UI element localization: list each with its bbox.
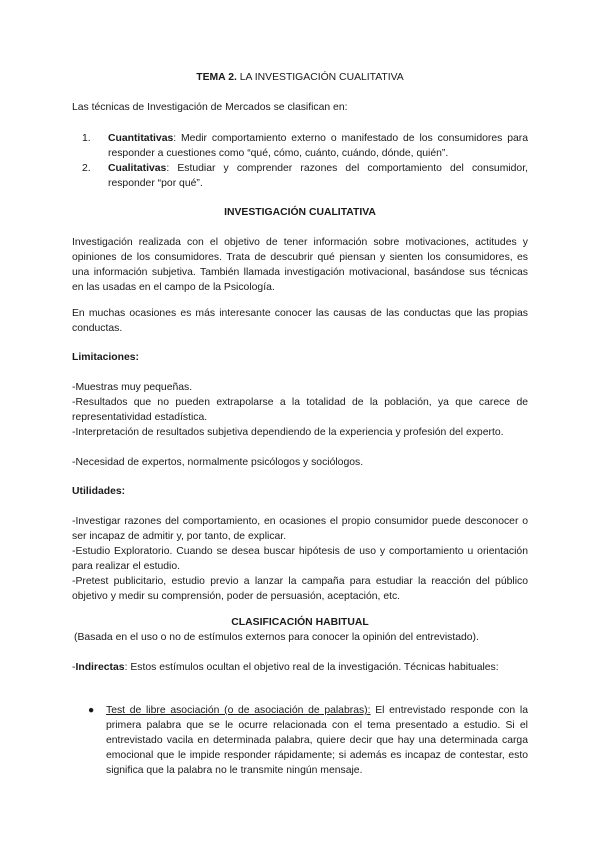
classification-subtitle: (Basada en el uso o no de estímulos externos para conocer la opinión del entrevistado). <box>74 632 479 643</box>
section-heading-classification: CLASIFICACIÓN HABITUAL <box>231 617 369 628</box>
limitation-item: -Muestras muy pequeñas. <box>72 382 193 393</box>
limitations-heading: Limitaciones: <box>72 352 139 363</box>
list-term: Cualitativas <box>108 163 167 174</box>
indirect-paragraph <box>72 660 528 675</box>
use-item: -Investigar razones del comportamiento, en ocasiones el propio consumidor puede desconocer o ser incapaz de admitir y, por tanto, de explicar. <box>72 516 528 542</box>
uses-heading: Utilidades: <box>72 486 126 497</box>
list-text: : Estudiar y comprender razones del comportamiento del consumidor, responder “por qué”. <box>108 163 528 189</box>
list-number: 1. <box>82 133 91 144</box>
paragraph-causes: En muchas ocasiones es más interesante conocer las causas de las conductas que las propias conductas. <box>72 308 528 334</box>
limitation-item: -Interpretación de resultados subjetiva dependiendo de la experiencia y profesión del experto. <box>72 427 504 438</box>
limitation-item: -Resultados que no pueden extrapolarse a la totalidad de la población, ya que carece de representatividad estadística. <box>72 397 528 423</box>
indirect-prefix: - <box>72 662 76 673</box>
title-rest: LA INVESTIGACIÓN CUALITATIVA <box>236 72 404 83</box>
section-heading-qualitative: INVESTIGACIÓN CUALITATIVA <box>224 207 376 218</box>
list-text: : Medir comportamiento externo o manifestado de los consumidores para responder a cuestiones como “qué, cómo, cuánto, cuándo, dónde, quién”. <box>108 133 528 159</box>
list-term: Cuantitativas <box>108 133 174 144</box>
indirect-term: Indirectas <box>75 662 125 673</box>
intro-paragraph: Las técnicas de Investigación de Mercados se clasifican en: <box>72 102 348 113</box>
list-number: 2. <box>82 163 91 174</box>
use-item: -Pretest publicitario, estudio previo a lanzar la campaña para estudiar la reacción del público objetivo y medir su comprensión, poder de persuasión, aceptación, etc. <box>72 576 528 602</box>
indirect-text: : Estos estímulos ocultan el objetivo real de la investigación. Técnicas habituales: <box>124 662 499 673</box>
bullet-text: El entrevistado responde con la primera palabra que se le ocurre relacionada con el tema presentado a estudio. Si el entrevistado vacila en determinada palabra, quiere decir que hay una determinada carga emocional que le impide responder rápidamente; si además es incapaz de contestar, esto significa que la palabra no le transmite ningún mensaje. <box>106 705 528 776</box>
bullet-title: Test de libre asociación (o de asociación de palabras): <box>106 705 371 716</box>
use-item: -Estudio Exploratorio. Cuando se desea buscar hipótesis de uso y comportamiento u orientación para realizar el estudio. <box>72 546 528 572</box>
title-prefix: TEMA 2. <box>196 72 237 83</box>
page-title <box>72 70 528 85</box>
bullet-icon: ● <box>88 705 95 716</box>
paragraph-definition: Investigación realizada con el objetivo de tener información sobre motivaciones, actitudes y opiniones de los consumidores. Trata de descubrir qué piensan y sienten los consumidores, es una información subjetiva. También llamada investigación motivacional, basándose sus técnicas en las usadas en el campo de la Psicología. <box>72 237 528 293</box>
limitation-item: -Necesidad de expertos, normalmente psicólogos y sociólogos. <box>72 457 364 468</box>
